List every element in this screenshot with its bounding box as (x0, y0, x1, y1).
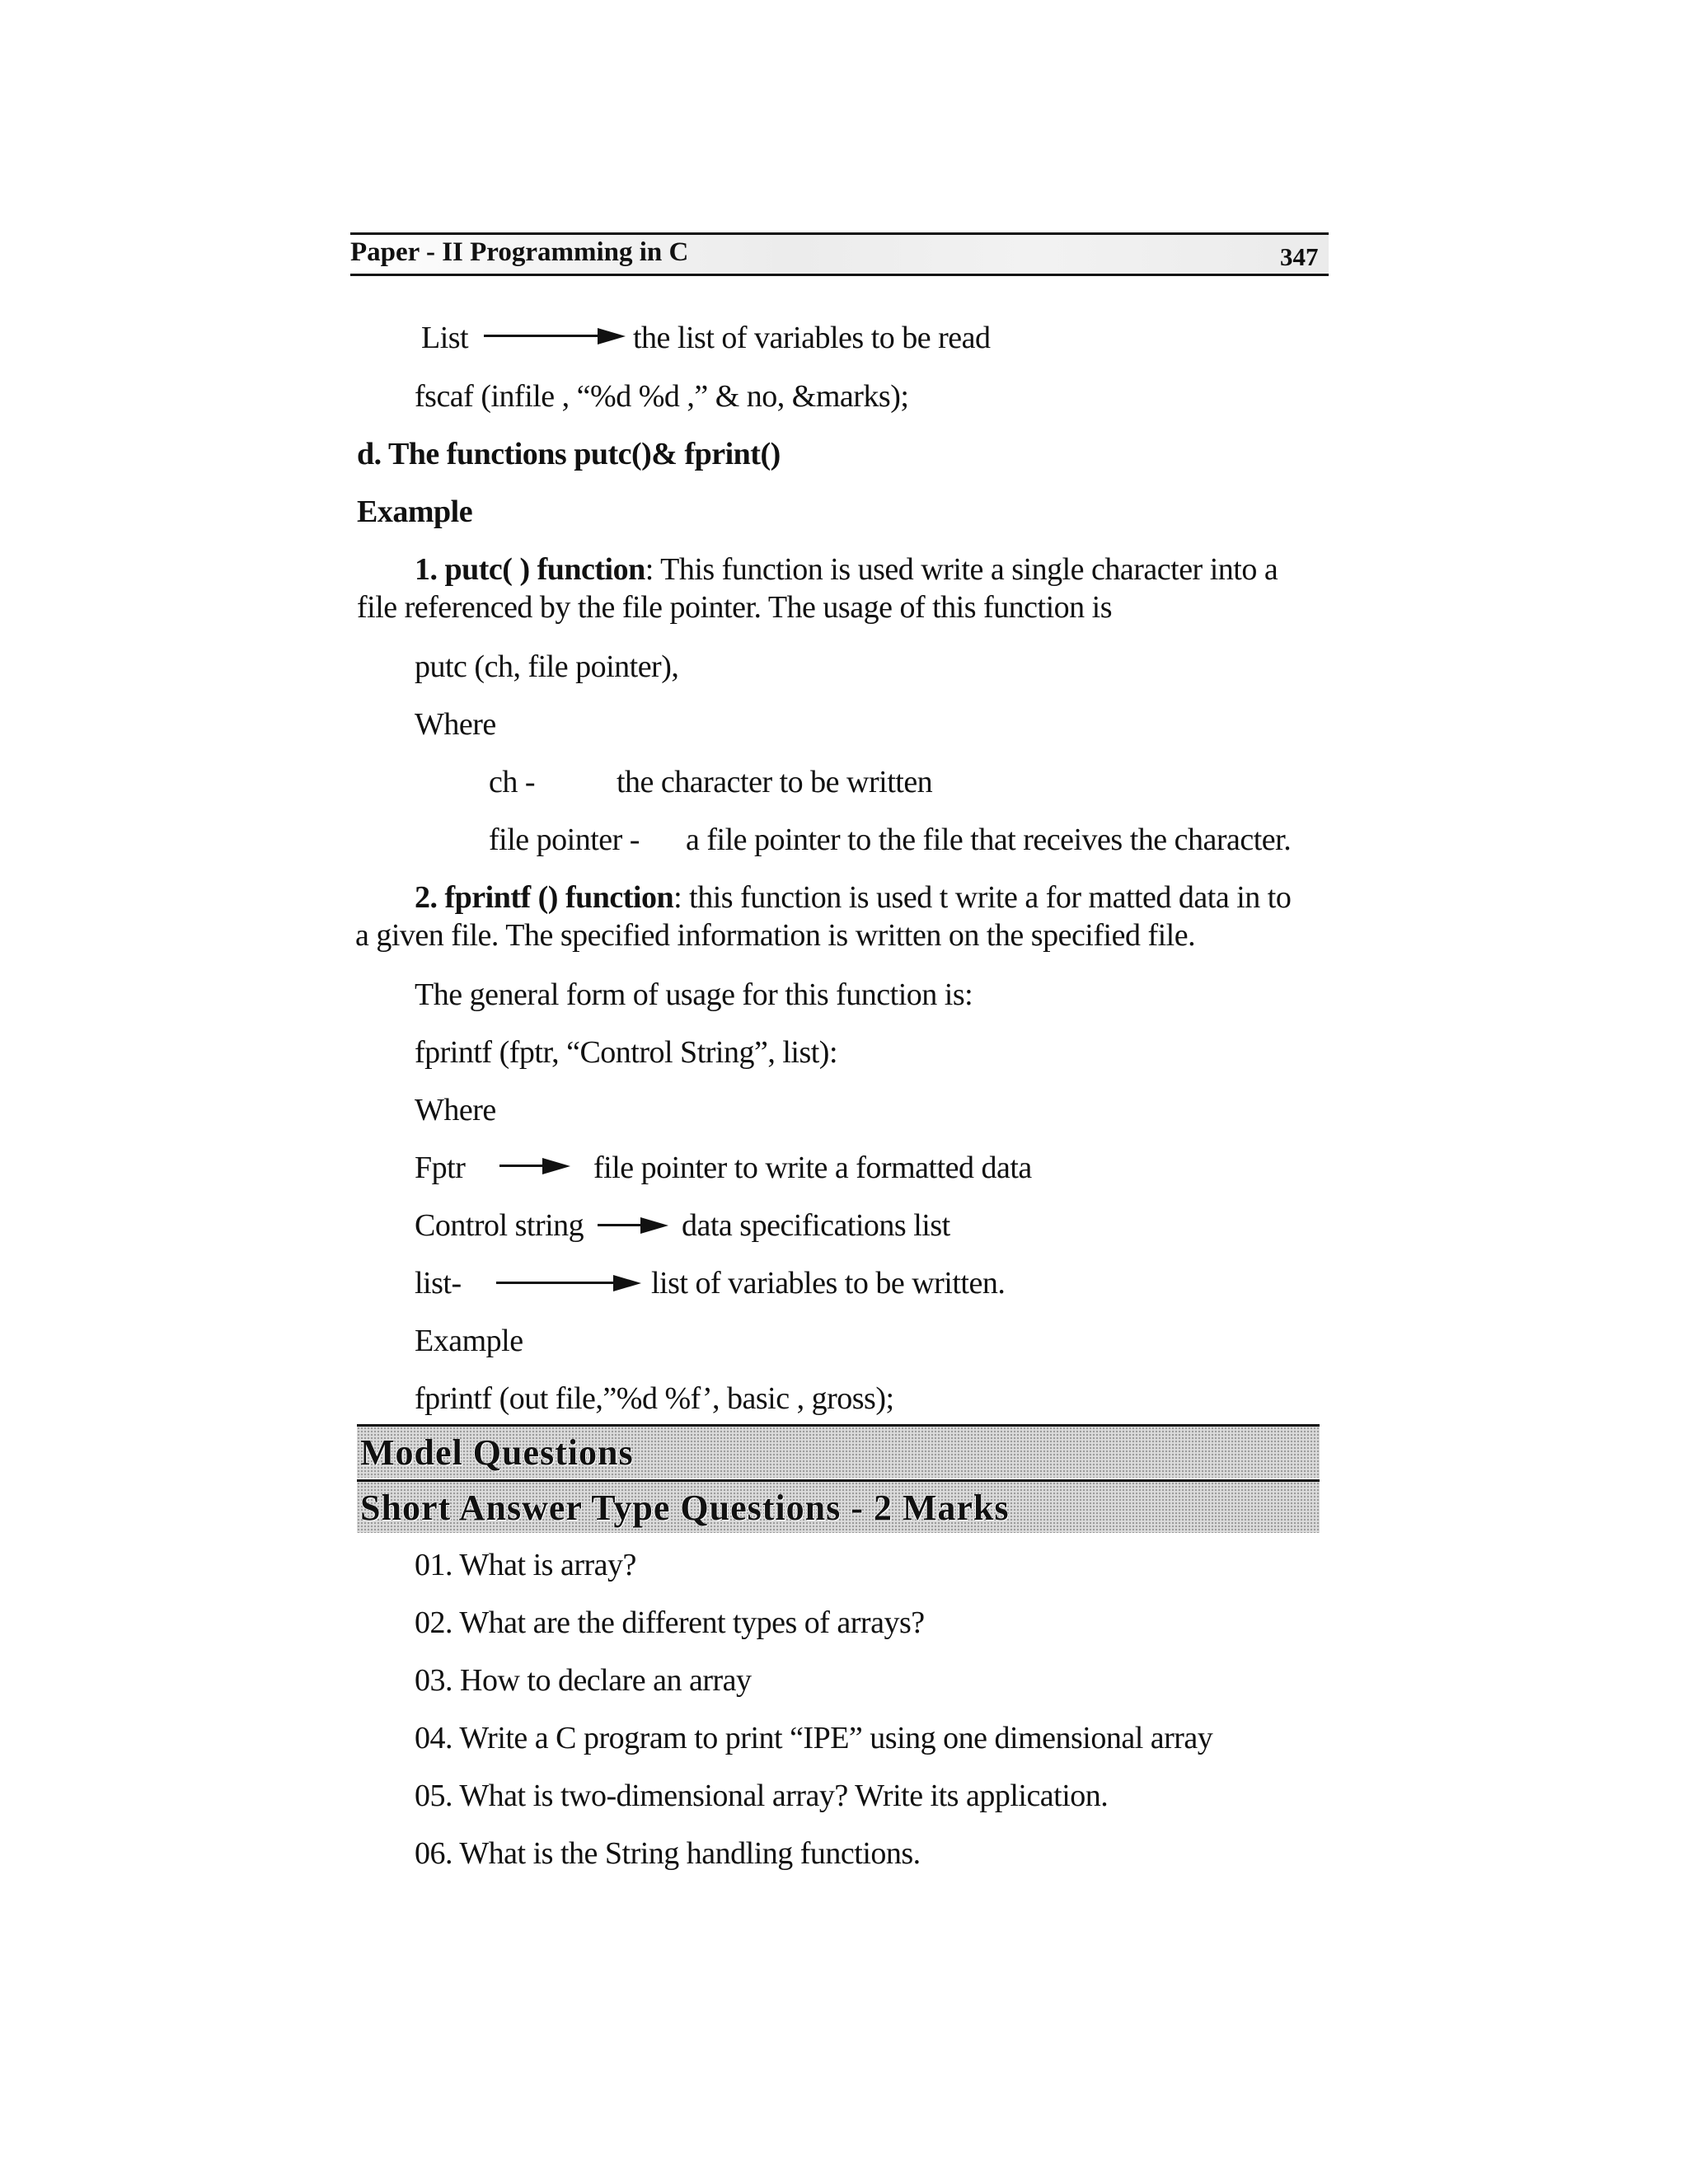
question-item: 04. Write a C program to print “IPE” using one dimensional array (415, 1721, 1213, 1755)
fprintf-paragraph-line-1 (415, 878, 1291, 917)
example-heading: Example (357, 494, 473, 529)
putc-paragraph-line-2: file referenced by the file pointer. The usage of this function is (357, 590, 1112, 625)
putc-description: : This function is used write a single character into a (645, 552, 1278, 587)
list-term: List (421, 321, 469, 355)
putc-usage: putc (ch, file pointer), (415, 649, 679, 684)
fptr-term: Fptr (415, 1151, 466, 1185)
list-description: the list of variables to be read (633, 321, 991, 355)
page-number: 347 (1280, 242, 1319, 271)
right-arrow-icon (499, 1158, 570, 1174)
control-string-description: data specifications list (682, 1208, 950, 1243)
list-written-description: list of variables to be written. (651, 1266, 1006, 1301)
fptr-description: file pointer to write a formatted data (593, 1151, 1032, 1185)
question-item: 05. What is two-dimensional array? Write its application. (415, 1779, 1109, 1813)
right-arrow-icon (496, 1275, 641, 1291)
ch-term: ch - (489, 765, 536, 799)
right-arrow-icon (484, 328, 626, 344)
section-d-heading: d. The functions putc()& fprint() (357, 437, 781, 471)
fprintf-paragraph-line-2: a given file. The specified information is written on the specified file. (355, 918, 1196, 953)
right-arrow-icon (598, 1217, 668, 1234)
example-label-2: Example (415, 1324, 523, 1358)
fprintf-usage: fprintf (fptr, “Control String”, list): (415, 1035, 838, 1070)
putc-paragraph-line-1 (415, 550, 1278, 589)
short-answer-heading: Short Answer Type Questions - 2 Marks (360, 1488, 1010, 1528)
putc-title: 1. putc( ) function (415, 552, 645, 587)
fprintf-title: 2. fprintf () function (415, 880, 674, 915)
file-pointer-description: a file pointer to the file that receives the character. (686, 823, 1292, 857)
question-item: 06. What is the String handling functions. (415, 1836, 921, 1871)
question-item: 02. What are the different types of arrays? (415, 1605, 925, 1640)
fscaf-example: fscaf (infile , “%d %d ,” & no, &marks); (415, 379, 909, 414)
question-item: 03. How to declare an array (415, 1663, 752, 1698)
list-written-term: list- (415, 1266, 462, 1301)
where-label: Where (415, 707, 496, 742)
general-form-text: The general form of usage for this function is: (415, 977, 973, 1012)
fprintf-description: : this function is used t write a for matted data in to (673, 880, 1292, 915)
file-pointer-term: file pointer - (489, 823, 640, 857)
control-string-term: Control string (415, 1208, 584, 1243)
header-rule-bottom (350, 274, 1329, 276)
model-questions-heading: Model Questions (360, 1432, 634, 1473)
where-label-2: Where (415, 1093, 496, 1127)
fprintf-example: fprintf (out file,”%d %f’, basic , gross); (415, 1381, 894, 1416)
running-header-title: Paper - II Programming in C (350, 237, 689, 267)
question-item: 01. What is array? (415, 1548, 636, 1582)
ch-description: the character to be written (617, 765, 933, 799)
